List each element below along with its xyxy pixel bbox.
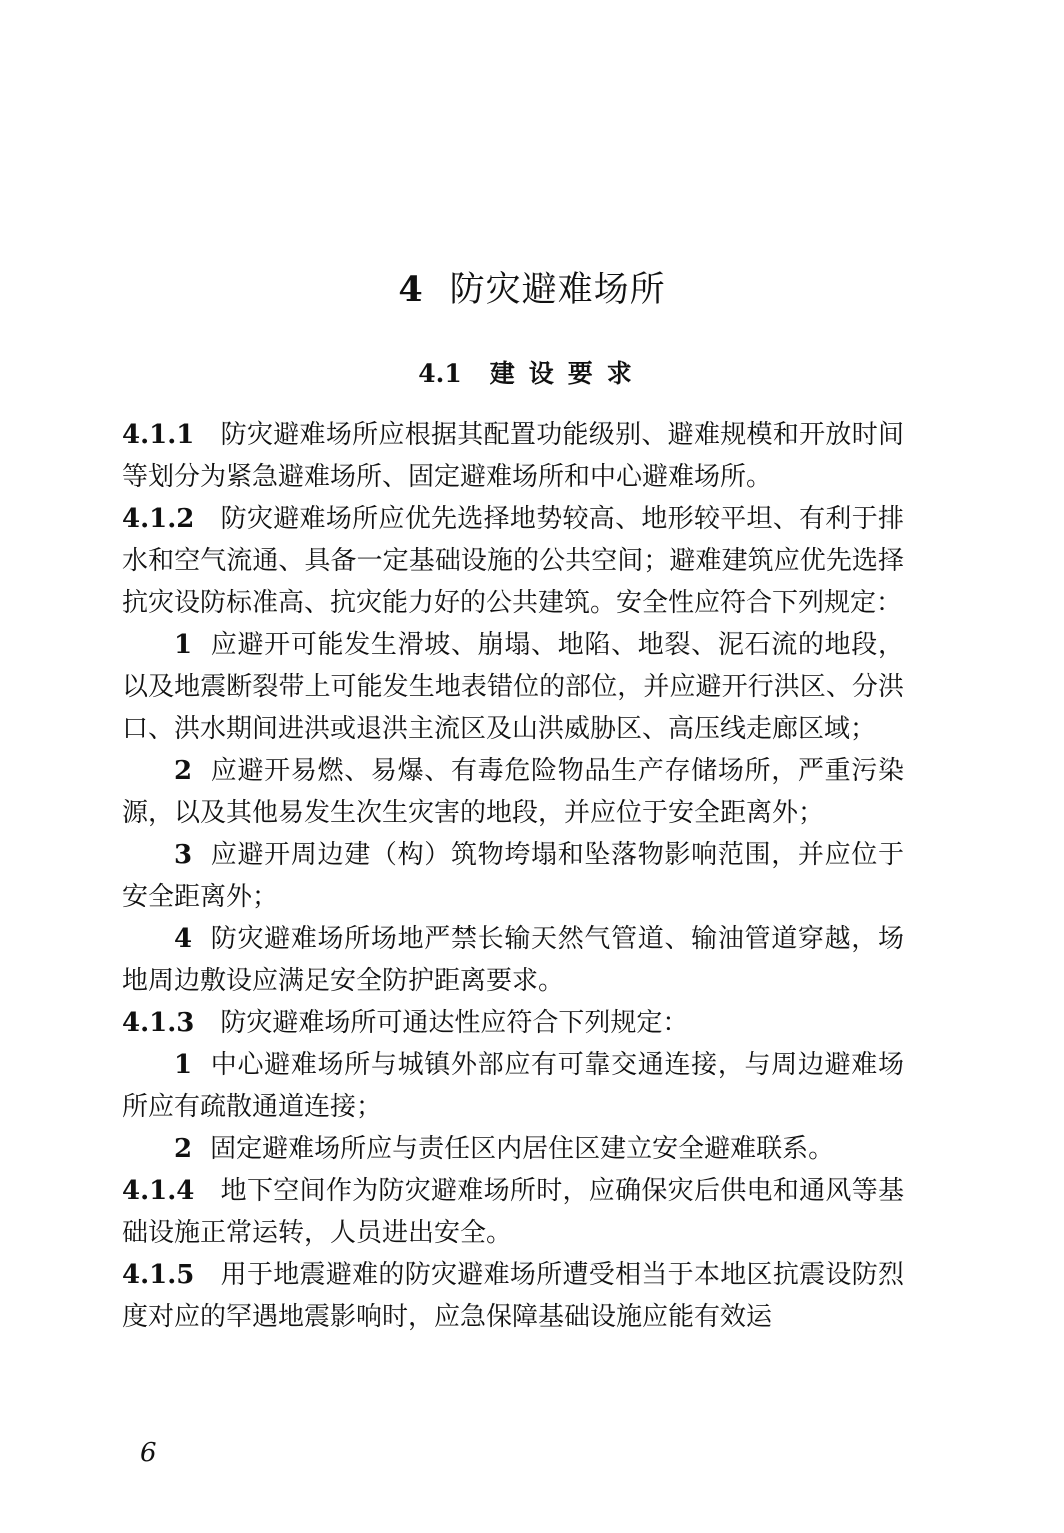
item-text: 应避开可能发生滑坡、崩塌、地陷、地裂、泥石流的地段，以及地震断裂带上可能发生地表错位的部位，并应避开行洪区、分洪口、洪水期间进洪或退洪主流区及山洪威胁区、高压线走廊区域； [122,630,904,744]
section-number: 4.1 [418,359,462,388]
item-number: 1 [174,630,193,660]
section-title-text: 建设要求 [489,359,646,388]
clause-number: 4.1.2 [122,504,195,534]
list-item [122,1044,904,1128]
section-title [0,352,1064,396]
clause-number: 4.1.4 [122,1176,195,1206]
clause-text: 用于地震避难的防灾避难场所遭受相当于本地区抗震设防烈度对应的罕遇地震影响时，应急保障基础设施应能有效运 [122,1260,904,1332]
item-number: 2 [174,756,193,786]
body-text [122,414,904,1338]
list-item [122,918,904,1002]
list-item [122,834,904,918]
item-text: 中心避难场所与城镇外部应有可靠交通连接，与周边避难场所应有疏散通道连接； [122,1050,904,1122]
clause-4-1-1 [122,414,904,498]
chapter-title [0,262,1064,318]
clause-4-1-4 [122,1170,904,1254]
clause-number: 4.1.5 [122,1260,195,1290]
item-text: 固定避难场所应与责任区内居住区建立安全避难联系。 [210,1134,835,1164]
clause-number: 4.1.1 [122,420,195,450]
clause-4-1-3 [122,1002,904,1044]
chapter-number: 4 [398,269,424,310]
item-text: 应避开易燃、易爆、有毒危险物品生产存储场所，严重污染源，以及其他易发生次生灾害的地段，并应位于安全距离外； [122,756,904,828]
clause-text: 防灾避难场所应根据其配置功能级别、避难规模和开放时间等划分为紧急避难场所、固定避难场所和中心避难场所。 [122,420,904,492]
clause-text: 防灾避难场所应优先选择地势较高、地形较平坦、有利于排水和空气流通、具备一定基础设施的公共空间；避难建筑应优先选择抗灾设防标准高、抗灾能力好的公共建筑。安全性应符合下列规定： [122,504,904,618]
clause-number: 4.1.3 [122,1008,195,1038]
item-number: 2 [174,1134,193,1164]
list-item [122,624,904,750]
clause-text: 防灾避难场所可通达性应符合下列规定： [220,1008,689,1038]
clause-4-1-5 [122,1254,904,1338]
clause-text: 地下空间作为防灾避难场所时，应确保灾后供电和通风等基础设施正常运转，人员进出安全。 [122,1176,904,1248]
item-text: 应避开周边建（构）筑物垮塌和坠落物影响范围，并应位于安全距离外； [122,840,904,912]
item-number: 4 [174,924,193,954]
page-number: 6 [140,1438,157,1468]
clause-4-1-2 [122,498,904,624]
list-item [122,750,904,834]
list-item [122,1128,904,1170]
chapter-title-text: 防灾避难场所 [449,270,666,310]
item-text: 防灾避难场所场地严禁长输天然气管道、输油管道穿越，场地周边敷设应满足安全防护距离要求。 [122,924,904,996]
item-number: 1 [174,1050,193,1080]
item-number: 3 [174,840,193,870]
